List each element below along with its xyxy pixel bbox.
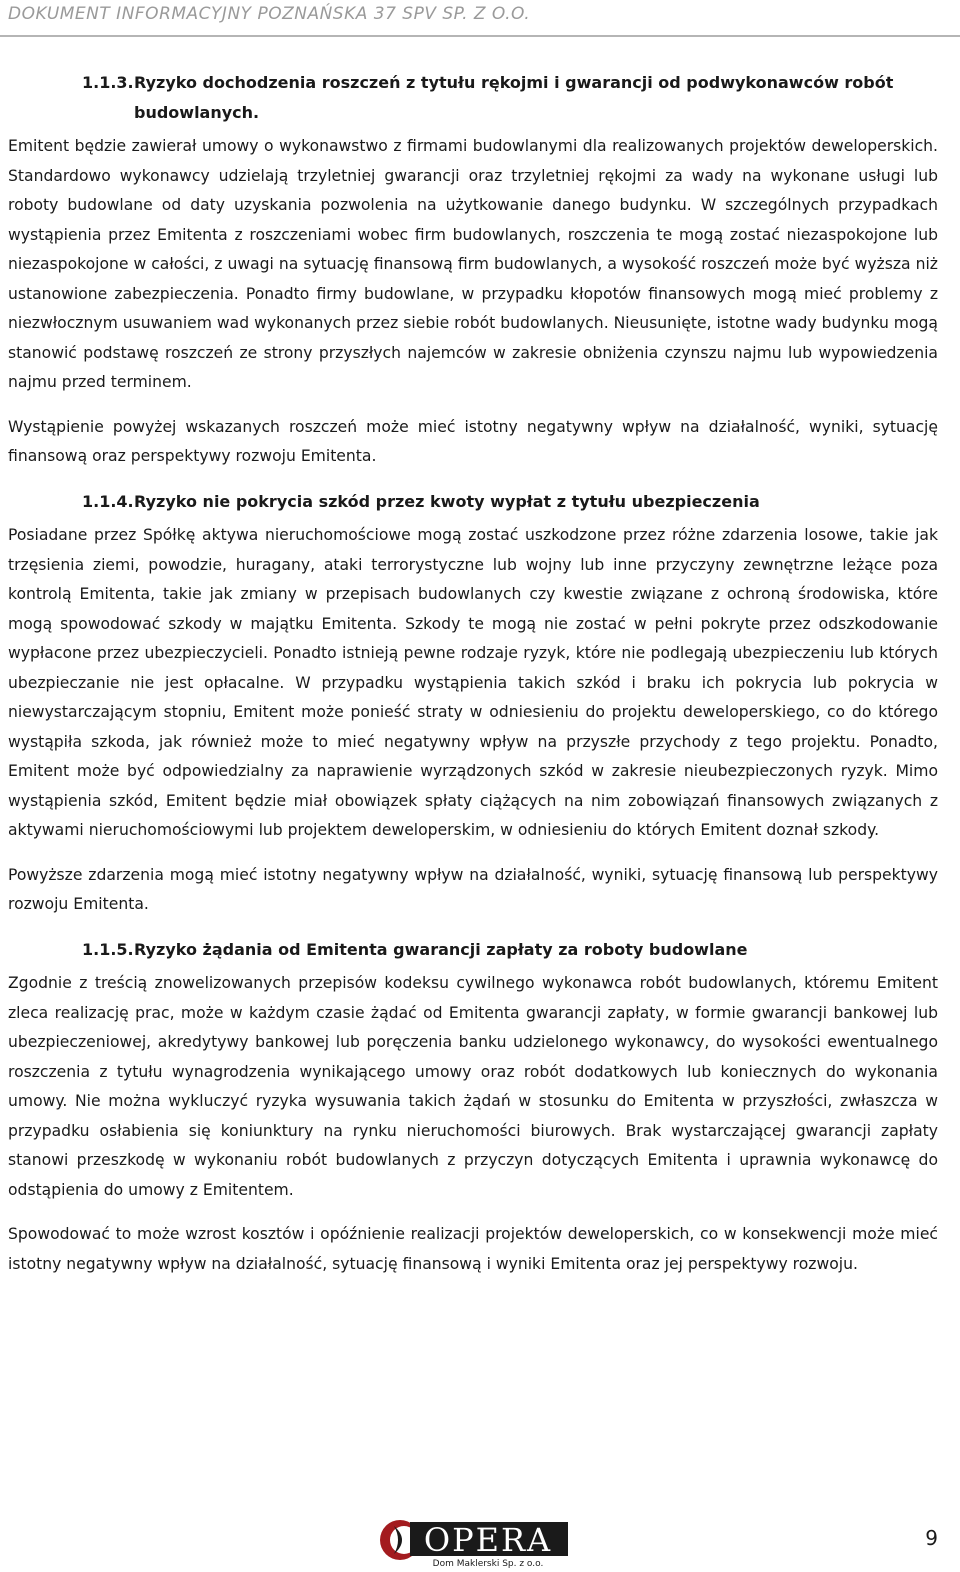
section-number: 1.1.4. xyxy=(82,491,134,511)
paragraph: Wystąpienie powyżej wskazanych roszczeń może mieć istotny negatywny wpływ na działalność, wyniki, sytuację finansową oraz perspektywy rozwoju Emitenta. xyxy=(8,417,938,465)
section-heading xyxy=(8,935,938,965)
paragraph: Zgodnie z treścią znowelizowanych przepisów kodeksu cywilnego wykonawca robót budowlanych, któremu Emitent zleca realizację prac, może w każdym czasie żądać od Emitenta gwarancji zapłaty, w formie gwarancji bankowej lub ubezpieczeniowej, akredytywy bankowej lub poręczenia banku udzielonego wykonawcy, do wysokości ewentualnego roszczenia z tytułu wynagrodzenia wynikającego umowy oraz robót dodatkowych lub koniecznych do wykonania umowy. Nie można wykluczyć ryzyka wysuwania takich żądań w stosunku do Emitenta w przyszłości, zwłaszcza w przypadku osłabienia się koniunktury na rynku nieruchomości biurowych. Brak wystarczającej gwarancji zapłaty stanowi przeszkodę w wykonaniu robót budowlanych z przyczyn dotyczących Emitenta i uprawnia wykonawcę do odstąpienia do umowy z Emitentem. xyxy=(8,974,938,1199)
logo-text: OPERA xyxy=(423,1521,553,1559)
paragraph: Spowodować to może wzrost kosztów i opóźnienie realizacji projektów deweloperskich, co w konsekwencji może mieć istotny negatywny wpływ na działalność, sytuację finansową i wyniki Emitenta oraz jej perspektywy rozwoju. xyxy=(8,1225,938,1273)
document-header-title: DOKUMENT INFORMACYJNY POZNAŃSKA 37 SPV SP. Z O.O. xyxy=(8,4,531,24)
logo-subtext: Dom Maklerski Sp. z o.o. xyxy=(432,1559,544,1568)
section-1-1-5 xyxy=(8,935,938,1280)
section-title: Ryzyko żądania od Emitenta gwarancji zapłaty za roboty budowlane xyxy=(134,939,748,959)
section-1-1-4 xyxy=(8,487,938,920)
paragraph: Powyższe zdarzenia mogą mieć istotny negatywny wpływ na działalność, wyniki, sytuację finansową lub perspektywy rozwoju Emitenta. xyxy=(8,865,938,913)
paragraph: Posiadane przez Spółkę aktywa nieruchomościowe mogą zostać uszkodzone przez różne zdarzenia losowe, takie jak trzęsienia ziemi, powodzie, huragany, ataki terrorystyczne lub wojny lub inne przyczyny zewnętrzne leżące poza kontrolą Emitenta, takie jak zmiany w przepisach budowlanych czy kwestie związane z ochroną środowiska, które mogą spowodować szkody w majątku Emitenta. Szkody te mogą nie zostać w pełni pokryte przez odszkodowanie wypłacone przez ubezpieczycieli. Ponadto istnieją pewne rodzaje ryzyk, które nie podlegają ubezpieczeniu lub których ubezpieczanie nie jest opłacalne. W przypadku wystąpienia takich szkód i braku ich pokrycia lub pokrycia w niewystarczającym stopniu, Emitent może ponieść straty w odniesieniu do projektu deweloperskiego, co do którego wystąpiła szkoda, jak również może to mieć negatywny wpływ na przyszłe przychody z tego projektu. Ponadto, Emitent może być odpowiedzialny za naprawienie wyrządzonych szkód w zakresie nieubezpieczonych ryzyk. Mimo wystąpienia szkód, Emitent będzie miał obowiązek spłaty ciążących na nim zobowiązań finansowych związanych z aktywami nieruchomościowymi lub projektem deweloperskim, w odniesieniu do których Emitent doznał szkody. xyxy=(8,526,938,839)
section-title: Ryzyko dochodzenia roszczeń z tytułu rękojmi i gwarancji od podwykonawców robót budowlanych. xyxy=(134,73,894,122)
page-number: 9 xyxy=(925,1526,938,1550)
section-heading xyxy=(8,487,938,517)
opera-logo xyxy=(376,1518,572,1568)
section-number: 1.1.5. xyxy=(82,939,134,959)
section-heading xyxy=(8,68,938,127)
section-number: 1.1.3. xyxy=(82,73,134,92)
paragraph: Emitent będzie zawierał umowy o wykonawstwo z firmami budowlanymi dla realizowanych projektów deweloperskich. Standardowo wykonawcy udzielają trzyletniej gwarancji oraz trzyletniej rękojmi za wady na wykonane usługi lub roboty budowlane od daty uzyskania pozwolenia na użytkowanie danego budynku. W szczególnych przypadkach wystąpienia przez Emitenta z roszczeniami wobec firm budowlanych, roszczenia te mogą zostać niezaspokojone lub niezaspokojone w całości, z uwagi na sytuację finansową firm budowlanych, a wysokość roszczeń może być wyższa niż ustanowione zabezpieczenia. Ponadto firmy budowlane, w przypadku kłopotów finansowych mogą mieć problemy z niezwłocznym usuwaniem wad wykonanych przez siebie robót budowlanych. Nieusunięte, istotne wady budynku mogą stanowić podstawę roszczeń ze strony przyszłych najemców w zakresie obniżenia czynszu najmu lub wypowiedzenia najmu przed terminem. xyxy=(8,137,938,391)
document-body xyxy=(8,68,938,1294)
section-1-1-3 xyxy=(8,68,938,472)
opera-logo-graphic xyxy=(376,1518,572,1568)
section-title: Ryzyko nie pokrycia szkód przez kwoty wypłat z tytułu ubezpieczenia xyxy=(134,491,760,511)
header-divider xyxy=(0,35,960,37)
